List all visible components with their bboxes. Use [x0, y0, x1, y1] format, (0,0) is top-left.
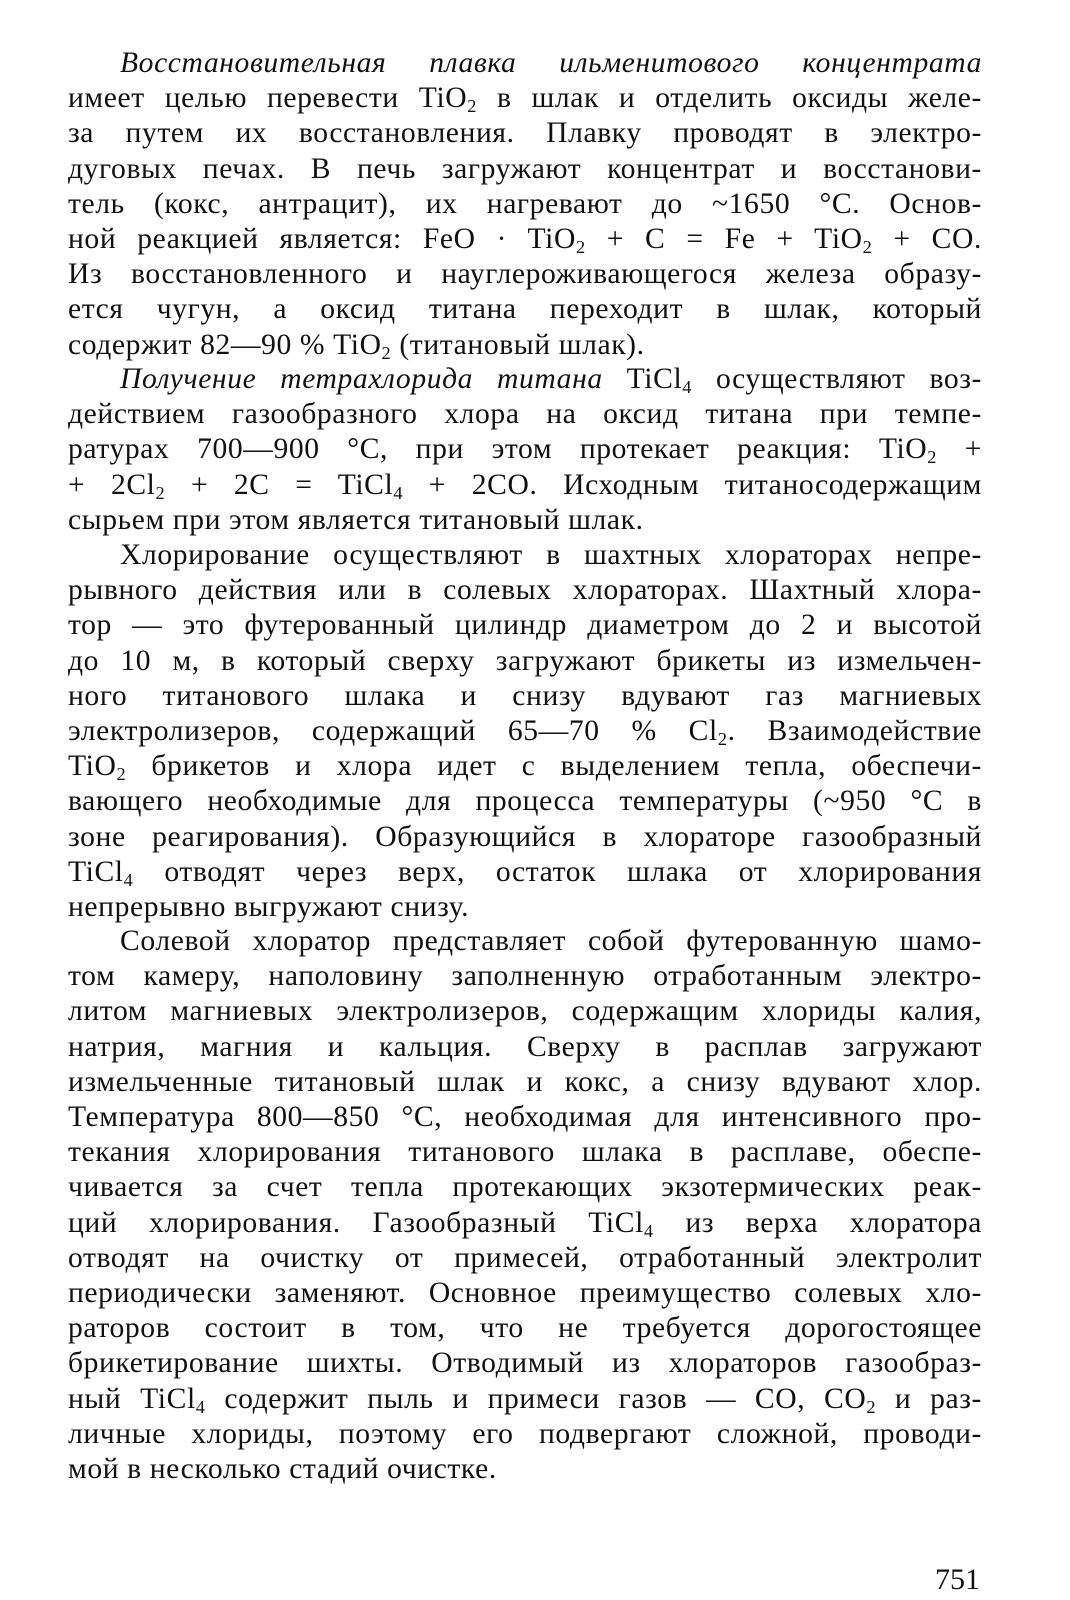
text-run: личные хлориды, поэтому его подвергают сложной, проводи-	[68, 1417, 982, 1450]
text-line	[68, 292, 982, 327]
text-run: вающего необходимые для процесса температуры (~950 °С в	[68, 785, 982, 818]
text-line	[68, 432, 982, 467]
text-run: (титановый шлак).	[391, 328, 645, 361]
subscript: 2	[575, 237, 586, 258]
text-run: Из восстановленного и науглероживающегося железа образу-	[68, 258, 982, 291]
text-run: TiCl	[602, 363, 683, 395]
text-line	[68, 222, 982, 257]
text-run: ной реакцией является: FeO · TiO	[68, 223, 576, 256]
text-run: Хлорирование осуществляют в шахтных хлораторах непре-	[120, 539, 982, 571]
text-run: отводят через верх, остаток шлака от хлорирования	[133, 855, 982, 888]
text-line	[68, 362, 982, 397]
text-line	[68, 328, 982, 363]
text-run: мой в несколько стадий очистке.	[68, 1453, 497, 1486]
text-line	[68, 855, 982, 890]
paragraph-shaft-chlorinators	[68, 538, 982, 925]
subscript: 4	[393, 482, 404, 503]
subscript: 2	[862, 237, 873, 258]
text-line	[68, 1276, 982, 1311]
text-run: содержит 82—90 % TiO	[68, 328, 382, 361]
text-line	[68, 573, 982, 608]
subscript: 4	[123, 869, 134, 890]
text-run: и раз-	[876, 1382, 983, 1415]
text-line	[68, 1030, 982, 1065]
text-run: +	[937, 433, 982, 466]
text-run: + 2Cl	[68, 468, 156, 501]
text-run: брикетирование шихты. Отводимый из хлораторов газообраз-	[68, 1347, 982, 1380]
text-line	[68, 397, 982, 432]
text-run: содержит пыль и примеси газов — CO, CO	[205, 1382, 867, 1415]
text-line	[68, 644, 982, 679]
text-run: TiO	[68, 750, 117, 783]
text-run: периодически заменяют. Основное преимущество солевых хло-	[68, 1277, 982, 1310]
subscript: 4	[682, 377, 693, 398]
text-run: в шлак и отделить оксиды желе-	[477, 82, 982, 115]
text-run: брикетов и хлора идет с выделением тепла, обеспечи-	[126, 750, 982, 783]
text-line	[68, 1065, 982, 1100]
text-run: тель (кокс, антрацит), их нагревают до ~1650 °С. Основ-	[68, 187, 982, 220]
text-line	[68, 538, 982, 573]
text-run: текания хлорирования титанового шлака в расплаве, обеспе-	[68, 1136, 982, 1169]
page-number: 751	[935, 1563, 980, 1596]
text-line	[68, 46, 982, 81]
text-run: натрия, магния и кальция. Сверху в расплав загружают	[68, 1030, 982, 1063]
text-run: электролизеров, содержащий 65—70 % Cl	[68, 715, 718, 748]
text-line	[68, 749, 982, 784]
subscript: 2	[866, 1396, 877, 1417]
text-line	[68, 187, 982, 222]
text-line	[68, 116, 982, 151]
subscript: 2	[467, 96, 478, 117]
text-run: Солевой хлоратор представляет собой футерованную шамо-	[120, 925, 982, 957]
text-run: чивается за счет тепла протекающих экзотермических реак-	[68, 1171, 982, 1204]
text-run: непрерывно выгружают снизу.	[68, 891, 470, 924]
text-run: ется чугун, а оксид титана переходит в шлак, который	[68, 293, 982, 326]
text-line	[68, 81, 982, 116]
text-line	[68, 1417, 982, 1452]
subscript: 4	[643, 1220, 654, 1241]
paragraph-salt-chlorinator	[68, 924, 982, 1487]
text-run: + CO.	[872, 223, 982, 256]
text-line	[68, 1311, 982, 1346]
text-run: . Взаимодействие	[727, 715, 982, 748]
text-run: тор — это футерованный цилиндр диаметром до 2 и высотой	[68, 609, 982, 642]
text-run: TiCl	[68, 855, 124, 888]
subscript: 2	[927, 447, 938, 468]
text-line	[68, 1382, 982, 1417]
paragraph-ilmenite-smelting	[68, 46, 982, 363]
text-run: ный TiCl	[68, 1382, 196, 1415]
subscript: 2	[155, 482, 166, 503]
text-run: раторов состоит в том, что не требуется дорогостоящее	[68, 1312, 982, 1345]
text-line	[68, 714, 982, 749]
text-run: литом магниевых электролизеров, содержащим хлориды калия,	[68, 995, 982, 1028]
text-line	[68, 1170, 982, 1205]
text-run: зоне реагирования). Образующийся в хлораторе газообразный	[68, 820, 982, 853]
text-line	[68, 1100, 982, 1135]
text-run: дуговых печах. В печь загружают концентрат и восстанови-	[68, 152, 982, 185]
text-run: Температура 800—850 °С, необходимая для интенсивного про-	[68, 1101, 982, 1134]
italic-heading-text: Восстановительная плавка ильменитового концентрата	[120, 47, 982, 79]
text-line	[68, 152, 982, 187]
text-run: том камеру, наполовину заполненную отработанным электро-	[68, 960, 982, 993]
text-run: осуществляют воз-	[692, 363, 982, 395]
paragraph-titanium-tetrachloride	[68, 362, 982, 538]
italic-heading-text: Получение тетрахлорида титана	[120, 363, 603, 395]
text-run: + 2C = TiCl	[165, 468, 394, 501]
text-line	[68, 959, 982, 994]
text-line	[68, 679, 982, 714]
text-run: рывного действия или в солевых хлораторах. Шахтный хлора-	[68, 574, 982, 607]
text-run: отводят на очистку от примесей, отработанный электролит	[68, 1241, 982, 1274]
text-run: действием газообразного хлора на оксид титана при темпе-	[68, 398, 982, 431]
text-line	[68, 784, 982, 819]
text-run: + 2CO. Исходным титаносодержащим	[403, 468, 982, 501]
text-line	[68, 994, 982, 1029]
text-run: за путем их восстановления. Плавку проводят в электро-	[68, 117, 982, 150]
text-line	[68, 608, 982, 643]
text-run: ций хлорирования. Газообразный TiCl	[68, 1206, 644, 1239]
text-run: измельченные титановый шлак и кокс, а снизу вдувают хлор.	[68, 1065, 982, 1098]
text-run: сырьем при этом является титановый шлак.	[68, 503, 644, 536]
text-run: до 10 м, в который сверху загружают брикеты из измельчен-	[68, 644, 982, 677]
text-run: + C = Fe + TiO	[585, 223, 863, 256]
text-line	[68, 1346, 982, 1381]
text-line	[68, 503, 982, 538]
text-run: из верха хлоратора	[653, 1206, 982, 1239]
text-line	[68, 924, 982, 959]
text-run: имеет целью перевести TiO	[68, 82, 468, 115]
text-run: ного титанового шлака и снизу вдувают газ магниевых	[68, 679, 982, 712]
text-line	[68, 1135, 982, 1170]
text-line	[68, 820, 982, 855]
subscript: 4	[195, 1396, 206, 1417]
text-line	[68, 890, 982, 925]
text-line	[68, 1206, 982, 1241]
text-line	[68, 1241, 982, 1276]
text-line	[68, 1452, 982, 1487]
text-run: ратурах 700—900 °С, при этом протекает реакция: TiO	[68, 433, 928, 466]
subscript: 2	[381, 342, 392, 363]
subscript: 2	[116, 764, 127, 785]
text-line	[68, 468, 982, 503]
subscript: 2	[717, 729, 728, 750]
text-line	[68, 257, 982, 292]
